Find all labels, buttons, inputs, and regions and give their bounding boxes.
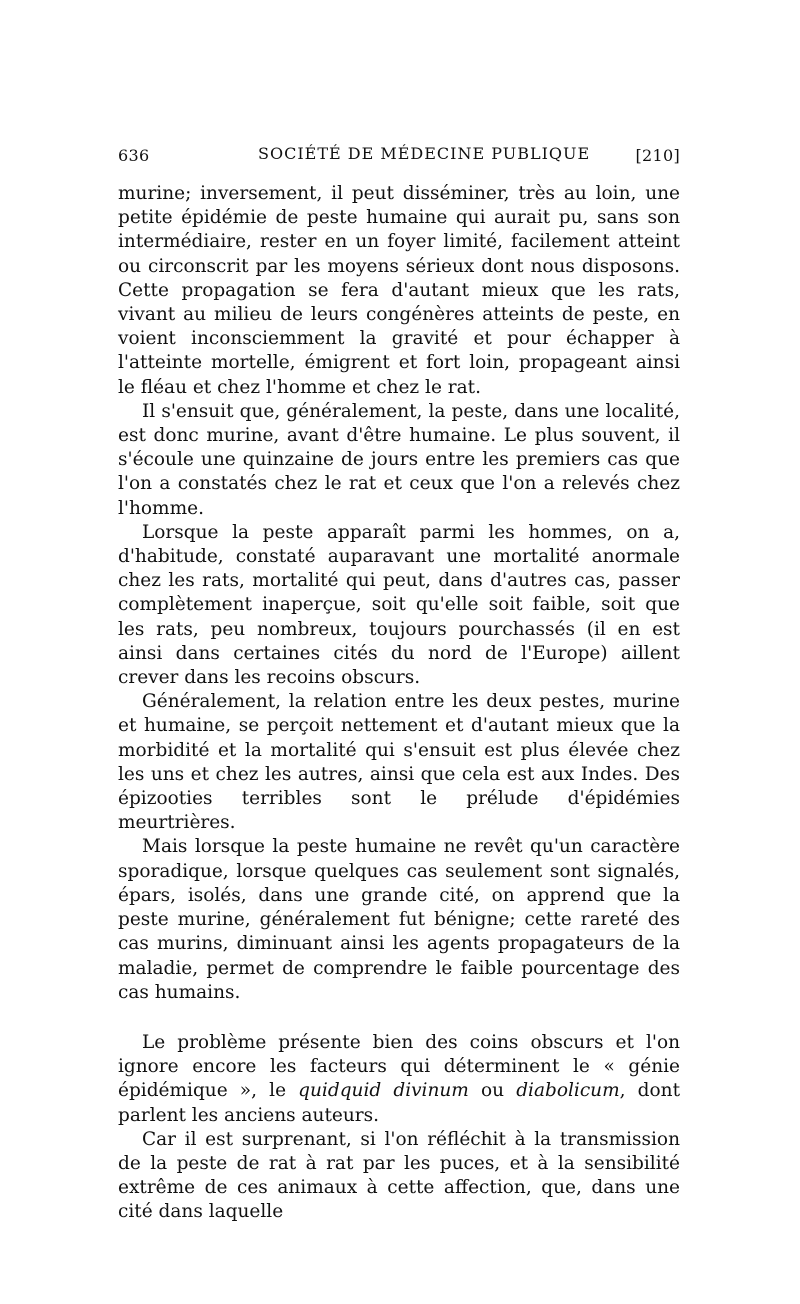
- section-reference: [210]: [635, 146, 680, 165]
- latin-phrase: diabolicum: [516, 1080, 620, 1102]
- paragraph: Il s'ensuit que, généralement, la peste, dans une localité, est donc murine, avant d'être humaine. Le plus souvent, il s'écoule une quinzaine de jours entre les premiers cas que l'on a constatés chez le rat et ceux que l'on a relevés chez l'homme.: [118, 400, 680, 519]
- latin-phrase: quidquid divinum: [298, 1080, 469, 1102]
- paragraph-continuation: murine; inversement, il peut disséminer, très au loin, une petite épidémie de peste humaine qui aurait pu, sans son intermédiaire, rester en un foyer limité, facilement atteint ou circonscrit par les moyens sérieux dont nous disposons. Cette propagation se fera d'autant mieux que les rats, vivant au milieu de leurs congénères atteints de peste, en voient inconsciemment la gravité et pour échapper à l'atteinte mortelle, émigrent et fort loin, propageant ainsi le fléau et chez l'homme et chez le rat.: [118, 183, 680, 398]
- running-title: SOCIÉTÉ DE MÉDECINE PUBLIQUE: [258, 144, 591, 163]
- page-header: [118, 144, 680, 170]
- page-number: 636: [118, 146, 150, 165]
- paragraph: Généralement, la relation entre les deux pestes, murine et humaine, se perçoit nettement et d'autant mieux que la morbidité et la mortalité qui s'ensuit est plus élevée chez les uns et chez les autres, ainsi que cela est aux Indes. Des épizooties terribles sont le prélude d'épidémies meurtrières.: [118, 691, 680, 834]
- paragraph: Car il est surprenant, si l'on réfléchit à la transmission de la peste de rat à rat par les puces, et à la sensibilité extrême de ces animaux à cette affection, que, dans une cité dans laquelle: [118, 1128, 680, 1223]
- paragraph: Lorsque la peste apparaît parmi les hommes, on a, d'habitude, constaté auparavant une mortalité anormale chez les rats, mortalité qui peut, dans d'autres cas, passer complètement inaperçue, soit qu'elle soit faible, soit que les rats, peu nombreux, toujours pourchassés (il en est ainsi dans certaines cités du nord de l'Europe) aillent crever dans les recoins obscurs.: [118, 521, 680, 689]
- paragraph-text: ou: [468, 1080, 517, 1102]
- paragraph-text: Le problème présente bien des coins obscurs et l'on ignore encore les facteurs qui déterminent le « génie épidémique », le: [118, 1031, 680, 1102]
- paragraph-new-section: [118, 1031, 680, 1128]
- paragraph: Mais lorsque la peste humaine ne revêt qu'un caractère sporadique, lorsque quelques cas seulement sont signalés, épars, isolés, dans une grande cité, on apprend que la peste murine, généralement fut bénigne; cette rareté des cas murins, diminuant ainsi les agents propagateurs de la maladie, permet de comprendre le faible pourcentage des cas humains.: [118, 836, 680, 1003]
- paragraph-text: , dont parlent les anciens auteurs.: [118, 1080, 680, 1126]
- body-text: [118, 182, 680, 1225]
